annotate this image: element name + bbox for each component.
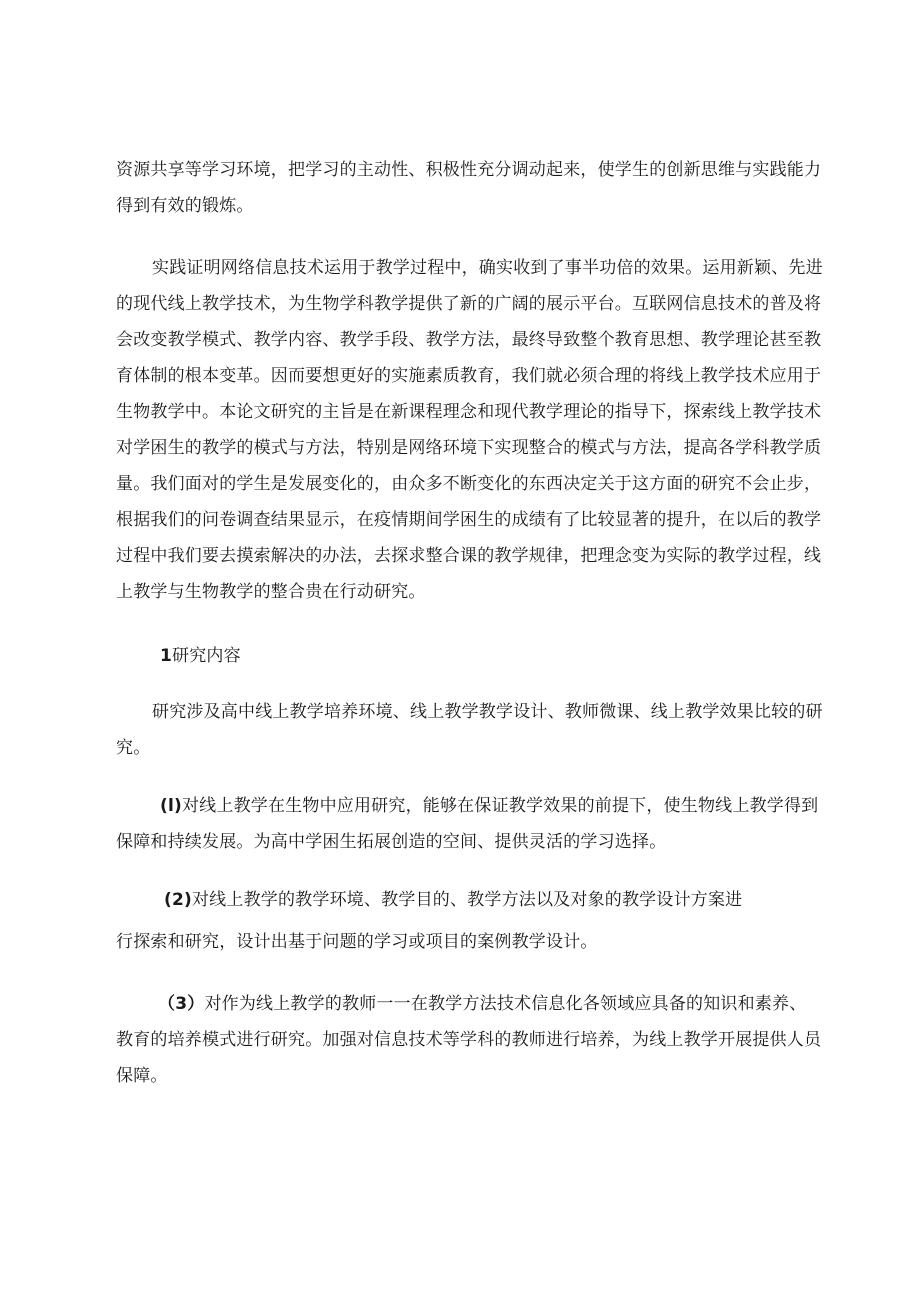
paragraph-line: 育体制的根本变革。因而要想更好的实施素质教育，我们就必须合理的将线上教学技术应用于 bbox=[116, 366, 822, 386]
list-marker: (2) bbox=[164, 890, 192, 910]
list-marker: (l) bbox=[160, 796, 182, 816]
section-number: 1 bbox=[160, 646, 173, 666]
paragraph-line: 实践证明网络信息技术运用于教学过程中，确实收到了事半功倍的效果。运用新颖、先进 bbox=[152, 258, 823, 278]
list-marker: （3） bbox=[158, 994, 205, 1014]
paragraph-line: 研究涉及高中线上教学培养环境、线上教学教学设计、教师微课、线上教学效果比较的研 bbox=[152, 702, 823, 722]
paragraph-line: 得到有效的锻炼。 bbox=[116, 196, 254, 216]
paragraph-line: 保障和持续发展。为高中学困生拓展创造的空间、提供灵活的学习选择。 bbox=[116, 832, 667, 852]
paragraph-line: 上教学与生物教学的整合贵在行动研究。 bbox=[116, 582, 426, 602]
section-title: 研究内容 bbox=[172, 646, 241, 666]
paragraph-line: 生物教学中。本论文研究的主旨是在新课程理念和现代教学理论的指导下，探索线上教学技术 bbox=[116, 402, 822, 422]
list-item-text: 对线上教学在生物中应用研究，能够在保证教学效果的前提下，使生物线上教学得到 bbox=[181, 796, 819, 816]
paragraph-line: 会改变教学模式、教学内容、教学手段、教学方法，最终导致整个教育思想、教学理论甚至教 bbox=[116, 330, 822, 350]
paragraph-line: 过程中我们要去摸索解决的办法，去探求整合课的教学规律，把理念变为实际的教学过程，线 bbox=[116, 546, 822, 566]
paragraph-line: 行探索和研究，设计出基于问题的学习或项目的案例教学设计。 bbox=[116, 932, 598, 952]
paragraph-line: 究。 bbox=[116, 738, 151, 758]
paragraph-line: 量。我们面对的学生是发展变化的，由众多不断变化的东西决定关于这方面的研究不会止步， bbox=[116, 474, 822, 494]
section-heading bbox=[160, 646, 241, 666]
paragraph-line: 教育的培养模式进行研究。加强对信息技术等学科的教师进行培养，为线上教学开展提供人员 bbox=[116, 1030, 822, 1050]
list-item bbox=[160, 796, 818, 816]
list-item bbox=[158, 994, 806, 1014]
paragraph-line: 根据我们的问卷调查结果显示，在疫情期间学困生的成绩有了比较显著的提升，在以后的教学 bbox=[116, 510, 822, 530]
paragraph-line: 资源共享等学习环境，把学习的主动性、积极性充分调动起来，使学生的创新思维与实践能力 bbox=[116, 160, 822, 180]
paragraph-line: 的现代线上教学技术，为生物学科教学提供了新的广阔的展示平台。互联网信息技术的普及将 bbox=[116, 294, 822, 314]
paragraph-line: 对学困生的教学的模式与方法，特别是网络环境下实现整合的模式与方法，提高各学科教学质 bbox=[116, 438, 822, 458]
paragraph-line: 保障。 bbox=[116, 1066, 168, 1086]
list-item-text: 对线上教学的教学环境、教学目的、教学方法以及对象的教学设计方案进 bbox=[191, 890, 743, 910]
list-item-text: 对作为线上教学的教师一一在教学方法技术信息化各领域应具备的知识和素养、 bbox=[204, 994, 807, 1014]
list-item bbox=[164, 890, 742, 910]
